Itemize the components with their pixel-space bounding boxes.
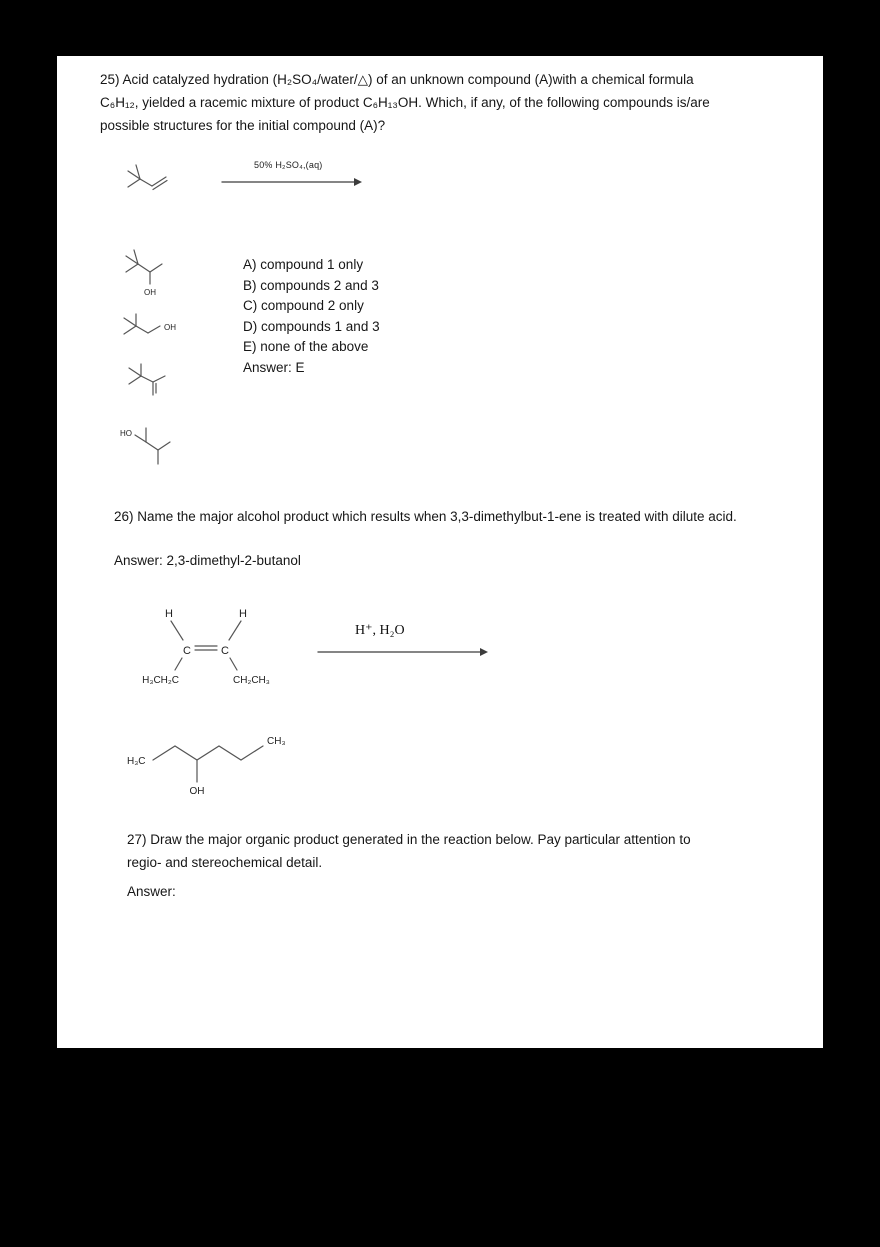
q25-option-c: C) compound 2 only [243, 298, 364, 313]
q25-compound-3-structure [123, 362, 178, 410]
q26-alkene-group-left-label: H₃CH₂C [142, 675, 179, 686]
q25-reagent-label: 50% H₂SO₄,(aq) [254, 160, 323, 170]
document-page [57, 56, 823, 1048]
q25-answer: Answer: E [243, 359, 305, 375]
q26-reaction-arrow [318, 646, 488, 658]
q25-compound-2-structure [120, 312, 205, 352]
q26-product-oh-label: OH [189, 786, 205, 797]
q25-option-d: D) compounds 1 and 3 [243, 318, 380, 334]
q26-product-methyl-right-label: CH₃ [267, 736, 286, 747]
q26-alkene-h-left-label: H [165, 608, 173, 620]
q25-options [243, 255, 380, 378]
q25-compound-1-oh-label: OH [144, 288, 156, 297]
q25-compound-2-oh-label: OH [164, 323, 176, 332]
question-27-answer-label: Answer: [127, 884, 176, 899]
question-27-text: 27) Draw the major organic product generated in the reaction below. Pay particular attention to regio- and stereochemical detail. [127, 832, 691, 870]
q26-alkene-group-right-label: CH₂CH₃ [233, 675, 270, 686]
q26-alkene-c-left-label: C [183, 645, 191, 657]
q25-compound-4-ho-label: HO [120, 429, 132, 438]
q26-alkene-h-right-label: H [239, 608, 247, 620]
question-26-text: 26) Name the major alcohol product which results when 3,3-dimethylbut-1-ene is treated with dilute acid. [114, 509, 737, 524]
question-25-text: 25) Acid catalyzed hydration (H₂SO₄/water/△) of an unknown compound (A)with a chemical formula C₆H₁₂, yielded a racemic mixture of product C₆H₁₃OH. Which, if any, of the following compounds is/are possible structures for the initial compound (A)? [100, 72, 710, 133]
q26-product-methyl-left-label: H₃C [127, 756, 146, 767]
q26-alkene-c-right-label: C [221, 645, 229, 657]
q26-alkene-structure [125, 603, 295, 693]
q26-reagent-label: H⁺, H₂O [355, 623, 405, 638]
q25-option-b: B) compounds 2 and 3 [243, 277, 379, 293]
q25-compound-1-structure [120, 248, 190, 308]
q25-reaction-arrow [222, 176, 362, 188]
q25-option-a: A) compound 1 only [243, 257, 364, 272]
question-26-answer: Answer: 2,3-dimethyl-2-butanol [114, 553, 301, 568]
q25-option-e: E) none of the above [243, 339, 369, 354]
q25-compound-4-structure [118, 422, 193, 472]
q26-product-structure [123, 732, 338, 810]
q25-reactant-structure [120, 159, 190, 209]
